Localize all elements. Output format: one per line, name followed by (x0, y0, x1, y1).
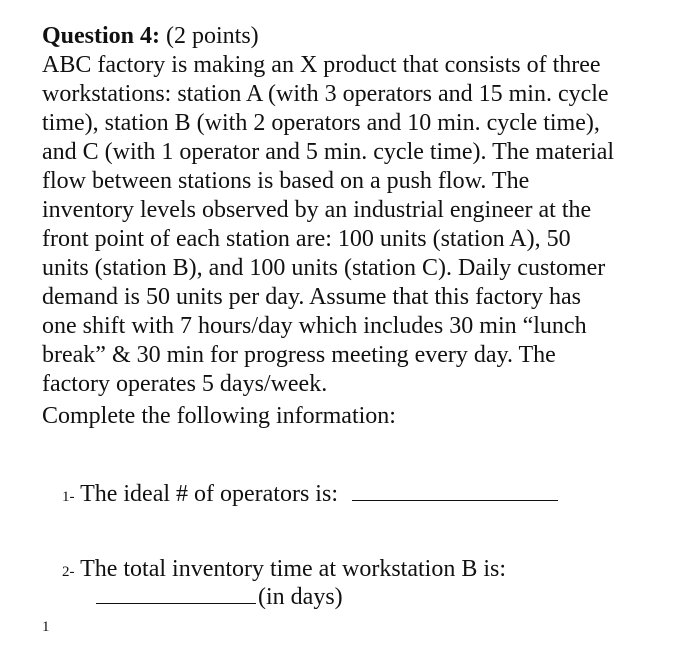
question-body-line: units (station B), and 100 units (station C). Daily customer (42, 255, 606, 281)
answer-item-2-line-2 (96, 583, 343, 612)
answer-item-1 (62, 480, 558, 512)
question-body-line: workstations: station A (with 3 operators and 15 min. cycle (42, 81, 609, 107)
question-body-line: front point of each station are: 100 units (station A), 50 (42, 226, 571, 252)
question-body-line: one shift with 7 hours/day which includes 30 min “lunch (42, 313, 587, 339)
item-text: The ideal # of operators is: (74, 481, 338, 507)
item-text: The total inventory time at workstation B is: (74, 556, 506, 582)
item-number: 2- (62, 564, 75, 580)
question-body-line: factory operates 5 days/week. (42, 371, 328, 397)
instruction-text: Complete the following information: (42, 403, 396, 429)
question-body-line: demand is 50 units per day. Assume that this factory has (42, 284, 582, 310)
item-suffix: (in days) (258, 584, 343, 610)
question-body (42, 51, 652, 399)
question-body-line: break” & 30 min for progress meeting every day. The (42, 342, 556, 368)
answer-blank-1[interactable] (352, 480, 558, 501)
answer-blank-2[interactable] (96, 583, 256, 604)
page-number: 1 (42, 619, 50, 635)
question-body-line: flow between stations is based on a push flow. The (42, 168, 530, 194)
question-body-line: ABC factory is making an X product that consists of three (42, 52, 601, 78)
question-body-line: and C (with 1 operator and 5 min. cycle time). The material (42, 139, 615, 165)
question-label: Question 4: (42, 23, 161, 49)
question-points: (2 points) (160, 23, 259, 49)
question-body-line: inventory levels observed by an industrial engineer at the (42, 197, 592, 223)
question-heading (42, 22, 652, 51)
question-body-line: time), station B (with 2 operators and 10 min. cycle time), (42, 110, 600, 136)
question-block (42, 22, 652, 399)
item-number: 1- (62, 489, 75, 505)
